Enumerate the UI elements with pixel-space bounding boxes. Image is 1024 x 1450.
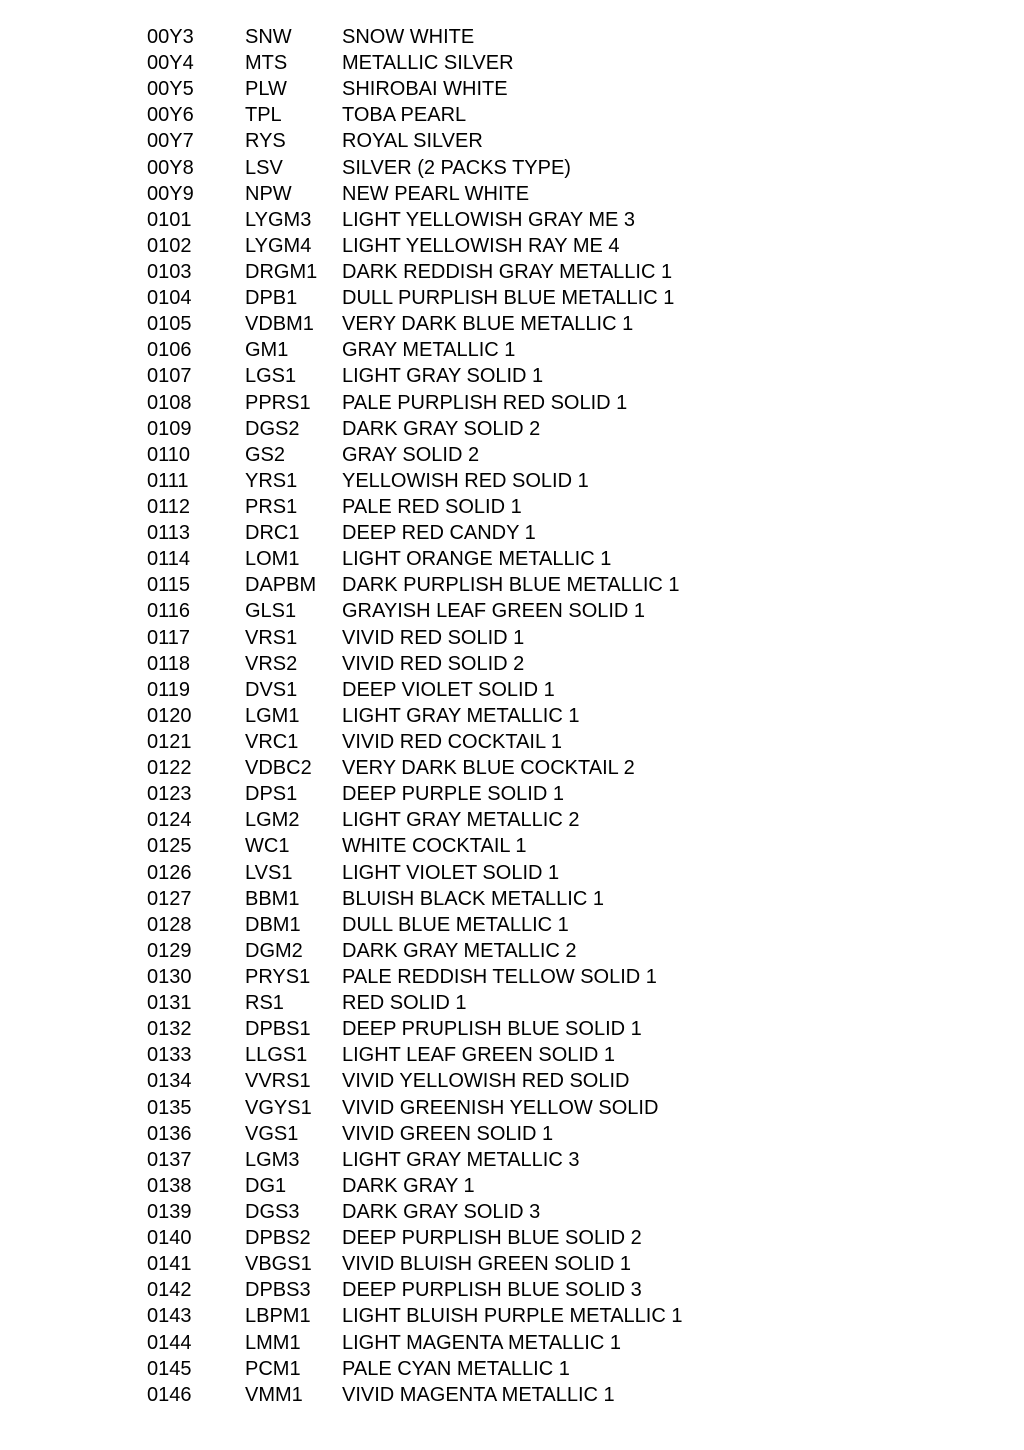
color-abbreviation: PRS1	[245, 496, 298, 519]
list-item	[147, 912, 947, 938]
color-abbreviation: LVS1	[245, 861, 293, 884]
color-code: 0144	[147, 1331, 192, 1354]
color-name: PALE PURPLISH RED SOLID 1	[342, 391, 628, 414]
color-code: 0109	[147, 417, 192, 440]
list-item	[147, 76, 947, 102]
list-item	[147, 494, 947, 520]
color-name: GRAY METALLIC 1	[342, 339, 516, 362]
color-name: ROYAL SILVER	[342, 130, 483, 153]
color-abbreviation: GLS1	[245, 600, 297, 623]
list-item	[147, 1303, 947, 1329]
color-abbreviation: LMM1	[245, 1331, 301, 1354]
color-code: 0107	[147, 365, 192, 388]
color-abbreviation: LGM2	[245, 809, 300, 832]
color-abbreviation: DPBS1	[245, 1018, 311, 1041]
list-item	[147, 807, 947, 833]
list-item	[147, 468, 947, 494]
color-abbreviation: GS2	[245, 443, 286, 466]
list-item	[147, 24, 947, 50]
list-item	[147, 572, 947, 598]
color-code: 0104	[147, 287, 192, 310]
list-item	[147, 1094, 947, 1120]
list-item	[147, 938, 947, 964]
color-name: VIVID BLUISH GREEN SOLID 1	[342, 1253, 631, 1276]
color-name: VERY DARK BLUE METALLIC 1	[342, 313, 634, 336]
color-name: WHITE COCKTAIL 1	[342, 835, 527, 858]
color-name: VIVID YELLOWISH RED SOLID	[342, 1070, 630, 1093]
color-abbreviation: VMM1	[245, 1383, 303, 1406]
list-item	[147, 102, 947, 128]
color-code: 0135	[147, 1096, 192, 1119]
color-code: 0137	[147, 1148, 192, 1171]
color-code: 00Y4	[147, 52, 194, 75]
color-name: LIGHT ORANGE METALLIC 1	[342, 548, 612, 571]
color-abbreviation: DGS3	[245, 1200, 300, 1223]
list-item	[147, 886, 947, 912]
list-item	[147, 363, 947, 389]
color-code: 0122	[147, 757, 192, 780]
color-name: GRAY SOLID 2	[342, 443, 480, 466]
color-code: 0141	[147, 1253, 192, 1276]
color-name: DEEP PRUPLISH BLUE SOLID 1	[342, 1018, 642, 1041]
color-name: DARK GRAY METALLIC 2	[342, 939, 577, 962]
list-item	[147, 990, 947, 1016]
list-item	[147, 625, 947, 651]
color-abbreviation: LYGM4	[245, 234, 312, 257]
color-name: SHIROBAI WHITE	[342, 78, 508, 101]
color-name: PALE RED SOLID 1	[342, 496, 522, 519]
color-name: YELLOWISH RED SOLID 1	[342, 469, 589, 492]
color-abbreviation: BBM1	[245, 887, 300, 910]
color-abbreviation: LOM1	[245, 548, 300, 571]
color-name: DARK GRAY 1	[342, 1174, 475, 1197]
color-code: 0121	[147, 731, 192, 753]
list-item	[147, 207, 947, 233]
color-abbreviation: DPBS3	[245, 1279, 311, 1302]
color-abbreviation: DRGM1	[245, 261, 318, 284]
color-abbreviation: MTS	[245, 52, 288, 75]
color-code: 0110	[147, 443, 191, 466]
color-name: DEEP RED CANDY 1	[342, 522, 536, 545]
list-item	[147, 390, 947, 416]
list-item	[147, 598, 947, 624]
color-code: 0106	[147, 339, 192, 362]
color-name: LIGHT GRAY METALLIC 2	[342, 809, 580, 832]
color-abbreviation: LBPM1	[245, 1305, 311, 1328]
color-code: 0143	[147, 1305, 192, 1328]
color-code: 0146	[147, 1383, 192, 1406]
list-item	[147, 259, 947, 285]
color-name: LIGHT YELLOWISH GRAY ME 3	[342, 208, 636, 231]
color-abbreviation: VBGS1	[245, 1253, 312, 1276]
color-code: 0123	[147, 783, 192, 806]
list-item	[147, 520, 947, 546]
list-item	[147, 1225, 947, 1251]
color-code: 0103	[147, 261, 192, 284]
color-abbreviation: VGYS1	[245, 1096, 312, 1119]
color-code: 0145	[147, 1357, 192, 1380]
color-abbreviation: DG1	[245, 1174, 287, 1197]
color-abbreviation: VVRS1	[245, 1070, 311, 1093]
color-abbreviation: DAPBM	[245, 574, 317, 597]
color-abbreviation: LLGS1	[245, 1044, 308, 1067]
color-name: DEEP VIOLET SOLID 1	[342, 678, 555, 701]
color-name: DARK REDDISH GRAY METALLIC 1	[342, 261, 673, 284]
color-code: 0113	[147, 522, 191, 545]
color-abbreviation: DBM1	[245, 913, 301, 936]
color-code: 0108	[147, 391, 192, 414]
color-name: LIGHT MAGENTA METALLIC 1	[342, 1331, 621, 1354]
color-name: VIVID RED SOLID 1	[342, 626, 525, 649]
color-code: 0126	[147, 861, 192, 884]
color-abbreviation: RS1	[245, 992, 284, 1015]
color-name: VERY DARK BLUE COCKTAIL 2	[342, 757, 635, 780]
list-item	[147, 677, 947, 703]
color-name: DEEP PURPLISH BLUE SOLID 3	[342, 1279, 642, 1302]
color-abbreviation: LGM1	[245, 704, 300, 727]
list-item	[147, 1042, 947, 1068]
color-abbreviation: PPRS1	[245, 391, 311, 414]
color-code: 0131	[147, 992, 192, 1015]
list-item	[147, 651, 947, 677]
list-item	[147, 1147, 947, 1173]
list-item	[147, 285, 947, 311]
color-abbreviation: VGS1	[245, 1122, 299, 1145]
color-name: METALLIC SILVER	[342, 52, 514, 75]
color-abbreviation: WC1	[245, 835, 290, 858]
color-abbreviation: PLW	[245, 78, 287, 101]
list-item	[147, 311, 947, 337]
color-name: VIVID RED COCKTAIL 1	[342, 731, 563, 753]
list-item	[147, 233, 947, 259]
color-abbreviation: DVS1	[245, 678, 298, 701]
color-name: DULL BLUE METALLIC 1	[342, 913, 569, 936]
color-name: DARK GRAY SOLID 2	[342, 417, 541, 440]
color-abbreviation: DPBS2	[245, 1227, 311, 1250]
color-code: 0112	[147, 496, 191, 519]
list-item	[147, 1382, 947, 1408]
color-code: 0132	[147, 1018, 192, 1041]
color-code: 00Y9	[147, 182, 194, 205]
color-abbreviation: RYS	[245, 130, 286, 153]
list-item	[147, 128, 947, 154]
color-abbreviation: VDBM1	[245, 313, 314, 336]
color-abbreviation: DGM2	[245, 939, 303, 962]
list-item	[147, 546, 947, 572]
color-name: PALE REDDISH TELLOW SOLID 1	[342, 965, 657, 988]
color-code: 0117	[147, 626, 191, 649]
color-abbreviation: VRS2	[245, 652, 298, 675]
color-abbreviation: PCM1	[245, 1357, 301, 1380]
color-code: 0128	[147, 913, 192, 936]
color-abbreviation: DRC1	[245, 522, 300, 545]
color-code: 0116	[147, 600, 191, 623]
color-name: LIGHT VIOLET SOLID 1	[342, 861, 560, 884]
color-code: 0101	[147, 208, 192, 231]
color-code: 0136	[147, 1122, 192, 1145]
color-code: 0111	[147, 469, 189, 492]
list-item	[147, 703, 947, 729]
list-item	[147, 1329, 947, 1355]
color-name: VIVID MAGENTA METALLIC 1	[342, 1383, 615, 1406]
color-abbreviation: VRC1	[245, 731, 299, 753]
color-name: NEW PEARL WHITE	[342, 182, 530, 205]
color-name: SILVER (2 PACKS TYPE)	[342, 156, 571, 179]
list-item	[147, 155, 947, 181]
color-abbreviation: VDBC2	[245, 757, 312, 780]
color-name: DARK PURPLISH BLUE METALLIC 1	[342, 574, 680, 597]
color-name: LIGHT YELLOWISH RAY ME 4	[342, 234, 620, 257]
color-code: 0102	[147, 234, 192, 257]
color-code: 0125	[147, 835, 192, 858]
color-abbreviation: VRS1	[245, 626, 298, 649]
color-abbreviation: LYGM3	[245, 208, 312, 231]
list-item	[147, 781, 947, 807]
color-code: 0127	[147, 887, 192, 910]
color-code: 0114	[147, 548, 191, 571]
color-name: RED SOLID 1	[342, 992, 467, 1015]
color-abbreviation: DGS2	[245, 417, 300, 440]
color-code: 0119	[147, 678, 191, 701]
color-abbreviation: NPW	[245, 182, 292, 205]
color-code: 0133	[147, 1044, 192, 1067]
color-code: 0115	[147, 574, 191, 597]
color-code: 0139	[147, 1200, 192, 1223]
color-code: 00Y7	[147, 130, 194, 153]
list-item	[147, 964, 947, 990]
color-name: BLUISH BLACK METALLIC 1	[342, 887, 604, 910]
color-abbreviation: PRYS1	[245, 965, 311, 988]
color-abbreviation: GM1	[245, 339, 289, 362]
color-name: VIVID GREEN SOLID 1	[342, 1122, 554, 1145]
color-code: 0118	[147, 652, 191, 675]
color-name: GRAYISH LEAF GREEN SOLID 1	[342, 600, 646, 623]
color-name: DARK GRAY SOLID 3	[342, 1200, 541, 1223]
list-item	[147, 729, 947, 755]
color-abbreviation: LGS1	[245, 365, 297, 388]
color-name: DEEP PURPLISH BLUE SOLID 2	[342, 1227, 642, 1250]
color-name: VIVID RED SOLID 2	[342, 652, 525, 675]
color-name: LIGHT GRAY SOLID 1	[342, 365, 544, 388]
color-name: LIGHT GRAY METALLIC 1	[342, 704, 580, 727]
color-code: 00Y3	[147, 26, 194, 49]
color-code: 0130	[147, 965, 192, 988]
color-code-list	[147, 24, 947, 1408]
color-abbreviation: SNW	[245, 26, 292, 49]
list-item	[147, 1251, 947, 1277]
color-name: LIGHT LEAF GREEN SOLID 1	[342, 1044, 616, 1067]
color-name: SNOW WHITE	[342, 26, 475, 49]
list-item	[147, 337, 947, 363]
color-code: 0129	[147, 939, 192, 962]
list-item	[147, 181, 947, 207]
color-name: DEEP PURPLE SOLID 1	[342, 783, 564, 806]
color-code: 0120	[147, 704, 192, 727]
list-item	[147, 416, 947, 442]
color-name: VIVID GREENISH YELLOW SOLID	[342, 1096, 659, 1119]
color-name: PALE CYAN METALLIC 1	[342, 1357, 570, 1380]
color-code: 00Y6	[147, 104, 194, 127]
list-item	[147, 1173, 947, 1199]
list-item	[147, 1068, 947, 1094]
color-name: DULL PURPLISH BLUE METALLIC 1	[342, 287, 675, 310]
color-abbreviation: LSV	[245, 156, 283, 179]
list-item	[147, 1016, 947, 1042]
list-item	[147, 1356, 947, 1382]
color-code: 0138	[147, 1174, 192, 1197]
color-name: TOBA PEARL	[342, 104, 467, 127]
color-code: 00Y8	[147, 156, 194, 179]
color-abbreviation: DPS1	[245, 783, 298, 806]
list-item	[147, 1277, 947, 1303]
color-abbreviation: TPL	[245, 104, 282, 127]
color-code: 0105	[147, 313, 192, 336]
color-code: 0124	[147, 809, 192, 832]
list-item	[147, 50, 947, 76]
color-abbreviation: DPB1	[245, 287, 298, 310]
list-item	[147, 833, 947, 859]
list-item	[147, 1121, 947, 1147]
list-item	[147, 1199, 947, 1225]
color-code: 00Y5	[147, 78, 194, 101]
color-abbreviation: YRS1	[245, 469, 298, 492]
list-item	[147, 860, 947, 886]
color-code: 0142	[147, 1279, 192, 1302]
color-code: 0140	[147, 1227, 192, 1250]
color-name: LIGHT BLUISH PURPLE METALLIC 1	[342, 1305, 683, 1328]
color-code: 0134	[147, 1070, 192, 1093]
color-name: LIGHT GRAY METALLIC 3	[342, 1148, 580, 1171]
list-item	[147, 755, 947, 781]
color-abbreviation: LGM3	[245, 1148, 300, 1171]
list-item	[147, 442, 947, 468]
